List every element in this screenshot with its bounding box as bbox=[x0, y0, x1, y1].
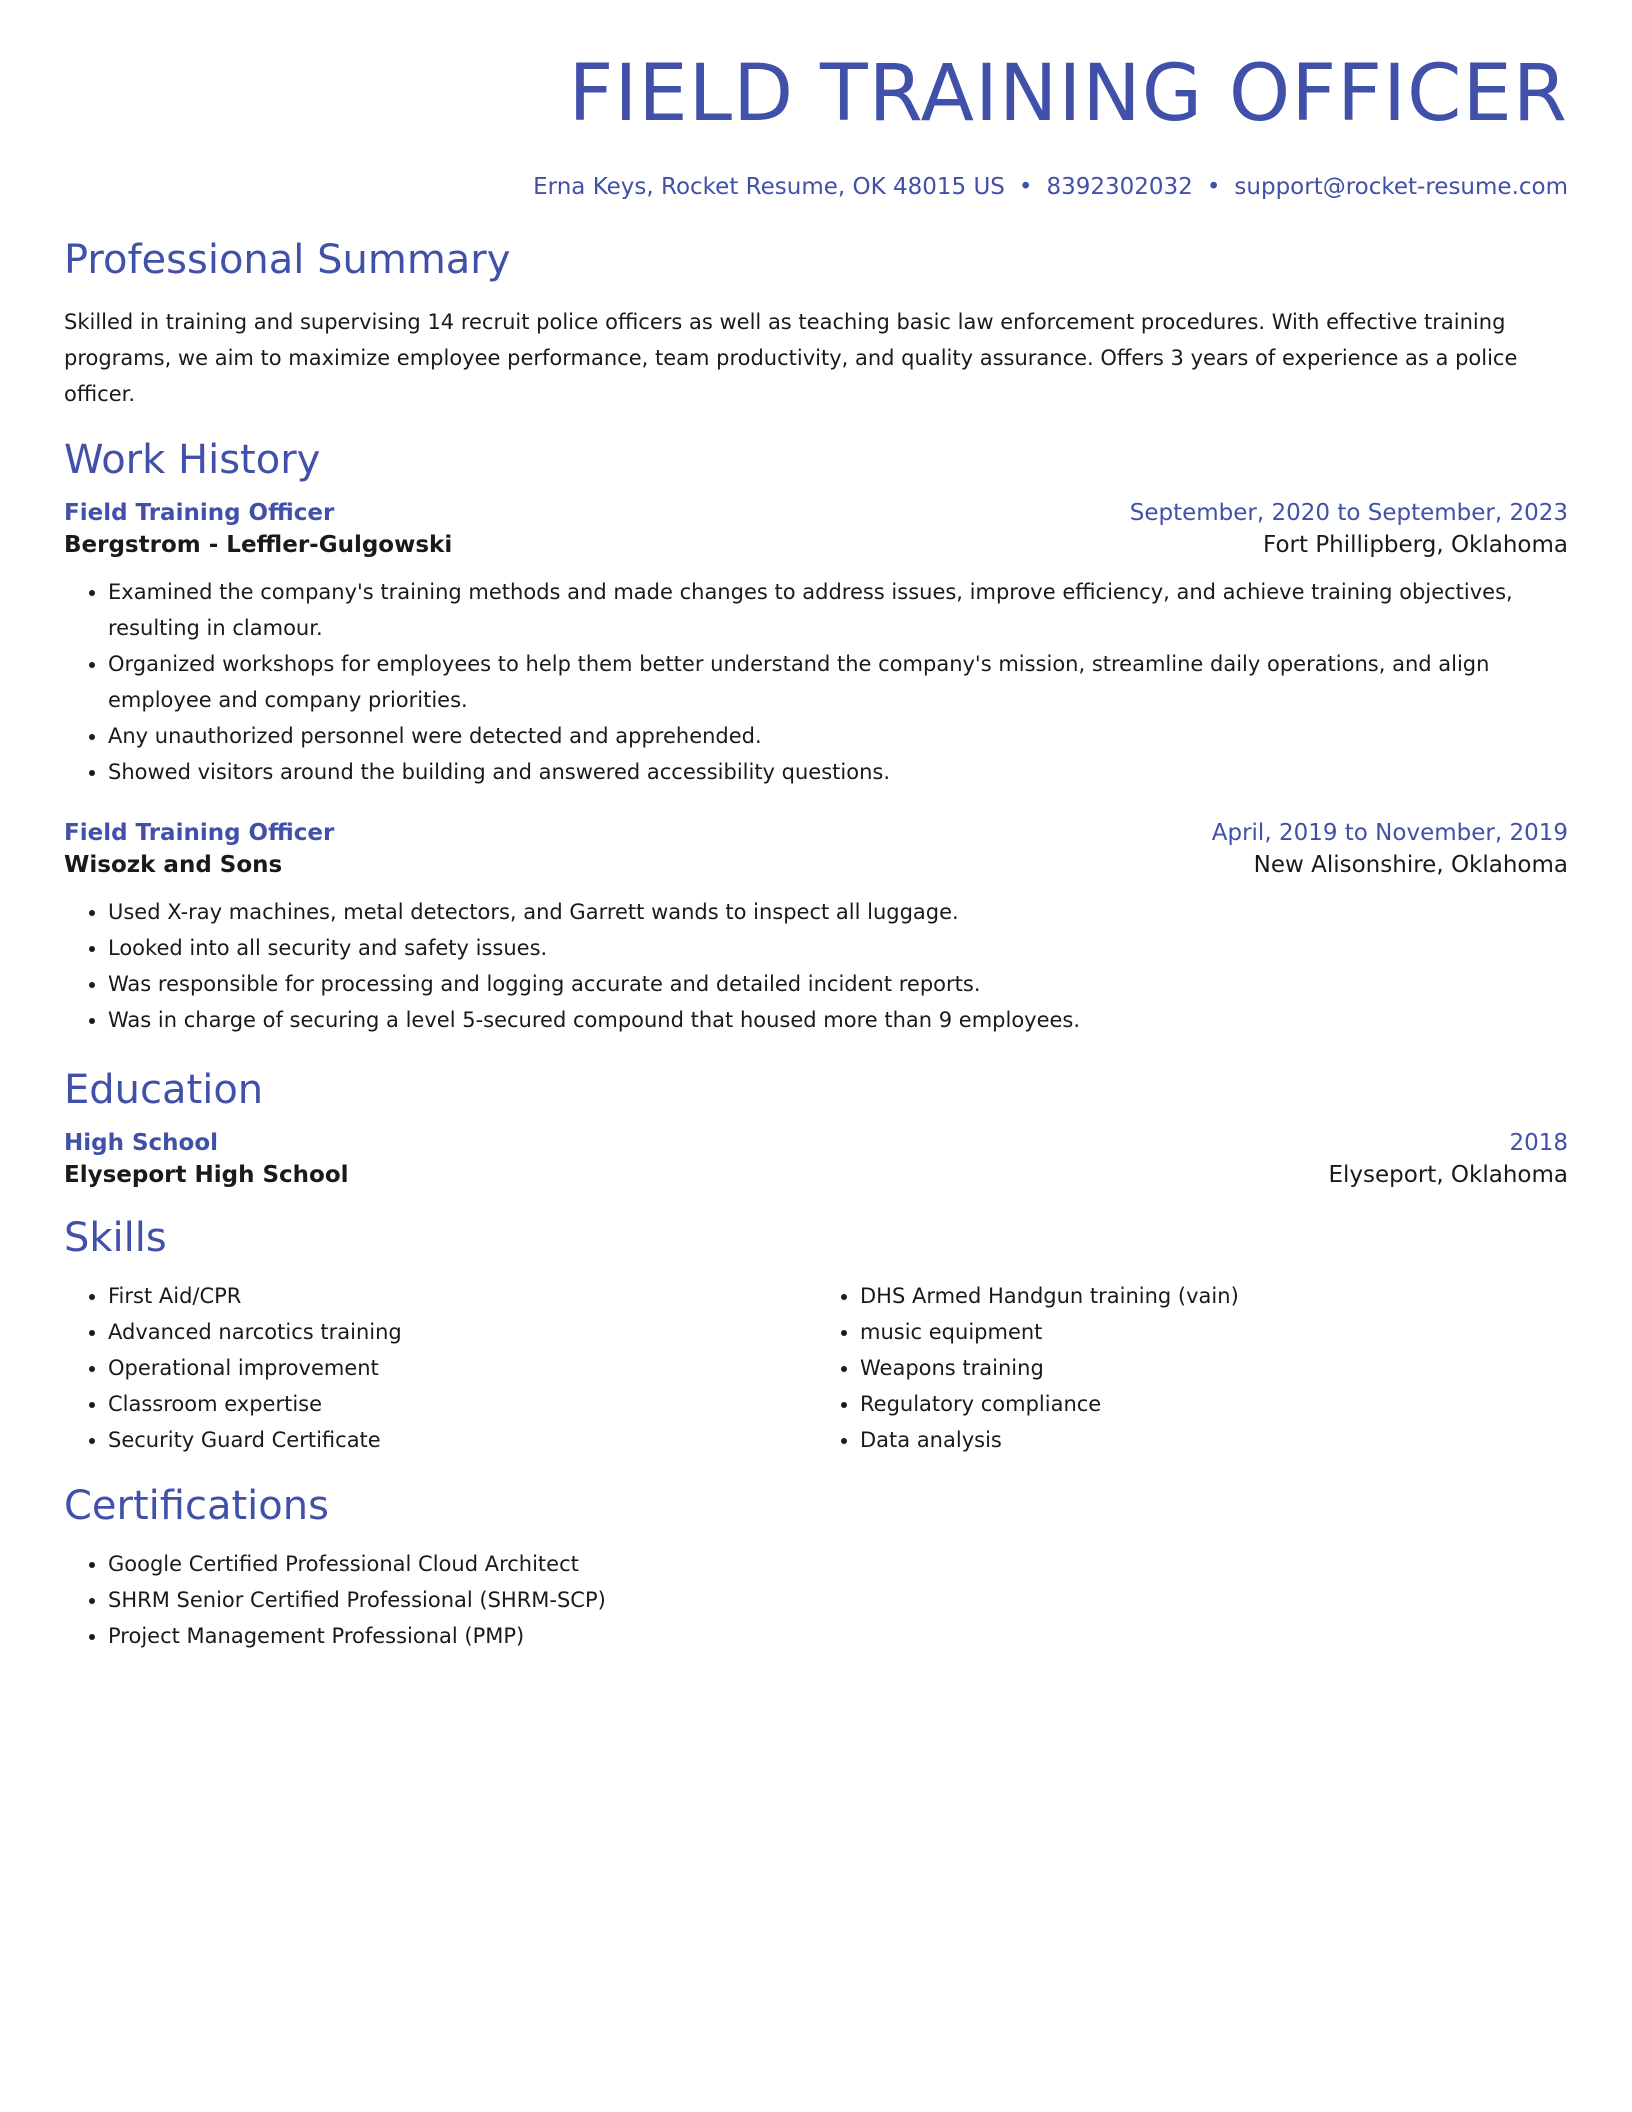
job-employer-row bbox=[64, 852, 1568, 878]
list-item: • Any unauthorized personnel were detected and apprehended. bbox=[108, 718, 1568, 754]
skills-section bbox=[64, 1214, 1568, 1458]
job-header-row bbox=[64, 500, 1568, 526]
job-bullets bbox=[64, 894, 1568, 1038]
list-item: • Organized workshops for employees to help them better understand the company's mission, streamline daily operations, and align employee and company priorities. bbox=[108, 646, 1568, 718]
skills-columns bbox=[64, 1278, 1568, 1458]
work-history-heading: Work History bbox=[64, 436, 321, 483]
summary-section bbox=[64, 236, 1568, 412]
list-item: • Project Management Professional (PMP) bbox=[108, 1618, 1568, 1654]
job-location: New Alisonshire, Oklahoma bbox=[1253, 851, 1568, 878]
education-degree: High School bbox=[64, 1129, 219, 1156]
education-location: Elyseport, Oklahoma bbox=[1328, 1161, 1568, 1188]
certifications-section bbox=[64, 1482, 1568, 1654]
contact-separator: • bbox=[1206, 173, 1221, 200]
job-location: Fort Phillipberg, Oklahoma bbox=[1263, 531, 1568, 558]
list-item: • Security Guard Certificate bbox=[108, 1422, 816, 1458]
education-school: Elyseport High School bbox=[64, 1161, 349, 1188]
list-item: • Google Certified Professional Cloud Architect bbox=[108, 1546, 1568, 1582]
list-item: • Advanced narcotics training bbox=[108, 1314, 816, 1350]
education-heading: Education bbox=[64, 1066, 264, 1113]
contact-email: support@rocket-resume.com bbox=[1234, 173, 1568, 200]
list-item: • Regulatory compliance bbox=[860, 1386, 1568, 1422]
education-entry bbox=[64, 1130, 1568, 1188]
job-bullets bbox=[64, 574, 1568, 790]
list-item: • Looked into all security and safety issues. bbox=[108, 930, 1568, 966]
resume-page bbox=[64, 49, 1568, 1654]
education-school-row bbox=[64, 1162, 1568, 1188]
summary-heading: Professional Summary bbox=[64, 236, 511, 283]
job-dates: September, 2020 to September, 2023 bbox=[1129, 499, 1568, 526]
list-item: • DHS Armed Handgun training (vain) bbox=[860, 1278, 1568, 1314]
list-item: • Was in charge of securing a level 5-secured compound that housed more than 9 employees. bbox=[108, 1002, 1568, 1038]
skills-right-list bbox=[816, 1278, 1568, 1458]
job-entry bbox=[64, 500, 1568, 790]
job-title: Field Training Officer bbox=[64, 819, 335, 846]
list-item: • Data analysis bbox=[860, 1422, 1568, 1458]
education-year: 2018 bbox=[1509, 1129, 1568, 1156]
skills-left-list bbox=[64, 1278, 816, 1458]
list-item: • SHRM Senior Certified Professional (SHRM-SCP) bbox=[108, 1582, 1568, 1618]
list-item: • Used X-ray machines, metal detectors, and Garrett wands to inspect all luggage. bbox=[108, 894, 1568, 930]
summary-text: Skilled in training and supervising 14 recruit police officers as well as teaching basic law enforcement procedures. With effective training programs, we aim to maximize employee performance, team productivity, and quality assurance. Offers 3 years of experience as a police officer. bbox=[64, 309, 1518, 406]
list-item: • music equipment bbox=[860, 1314, 1568, 1350]
contact-separator: • bbox=[1018, 173, 1033, 200]
education-section bbox=[64, 1066, 1568, 1188]
job-employer: Wisozk and Sons bbox=[64, 851, 283, 878]
certifications-list bbox=[64, 1546, 1568, 1654]
education-header-row bbox=[64, 1130, 1568, 1156]
list-item: • Classroom expertise bbox=[108, 1386, 816, 1422]
list-item: • Examined the company's training methods and made changes to address issues, improve efficiency, and achieve training objectives, resulting in clamour. bbox=[108, 574, 1568, 646]
contact-address: Erna Keys, Rocket Resume, OK 48015 US bbox=[533, 173, 1005, 200]
contact-line bbox=[64, 174, 1568, 200]
resume-title: FIELD TRAINING OFFICER bbox=[568, 49, 1568, 139]
job-title: Field Training Officer bbox=[64, 499, 335, 526]
certifications-heading: Certifications bbox=[64, 1482, 329, 1529]
work-history-section bbox=[64, 436, 1568, 1038]
list-item: • Showed visitors around the building and answered accessibility questions. bbox=[108, 754, 1568, 790]
job-employer-row bbox=[64, 532, 1568, 558]
list-item: • First Aid/CPR bbox=[108, 1278, 816, 1314]
skills-heading: Skills bbox=[64, 1214, 167, 1261]
contact-phone: 8392302032 bbox=[1046, 173, 1193, 200]
job-dates: April, 2019 to November, 2019 bbox=[1211, 819, 1568, 846]
list-item: • Weapons training bbox=[860, 1350, 1568, 1386]
list-item: • Operational improvement bbox=[108, 1350, 816, 1386]
job-header-row bbox=[64, 820, 1568, 846]
job-employer: Bergstrom - Leffler-Gulgowski bbox=[64, 531, 453, 558]
list-item: • Was responsible for processing and logging accurate and detailed incident reports. bbox=[108, 966, 1568, 1002]
job-entry bbox=[64, 820, 1568, 1038]
